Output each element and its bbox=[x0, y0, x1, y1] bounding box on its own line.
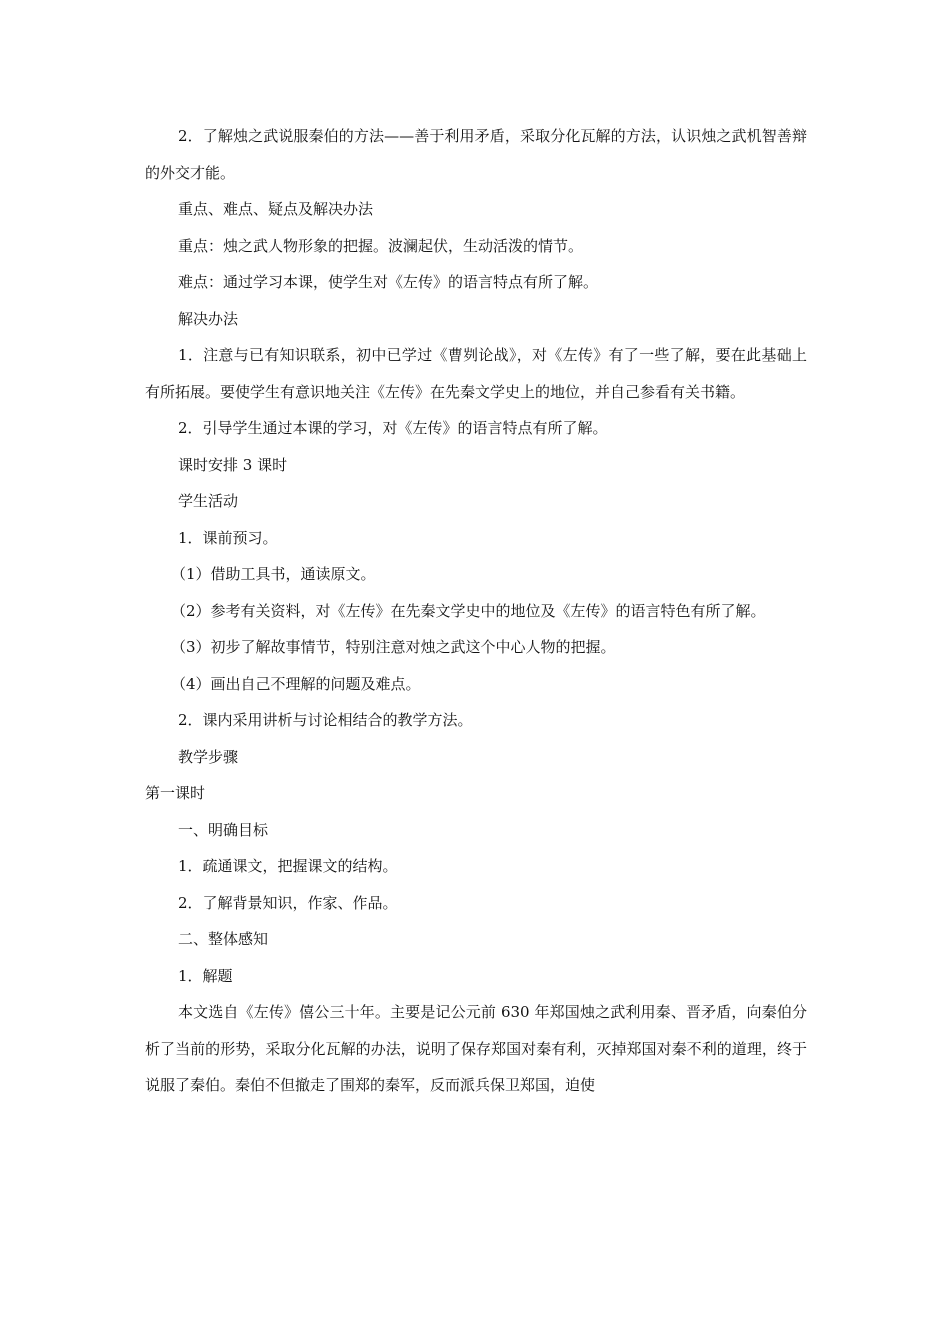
paragraph-solution-2: 2．引导学生通过本课的学习，对《左传》的语言特点有所了解。 bbox=[178, 419, 608, 437]
paragraph-difficulty: 难点：通过学习本课，使学生对《左传》的语言特点有所了解。 bbox=[178, 273, 599, 291]
paragraph-preview: 1．课前预习。 bbox=[178, 528, 278, 547]
paragraph-source: 本文选自《左传》僖公三十年。主要是记公元前 630 年郑国烛之武利用秦、晋矛盾，向秦伯分析了当前的形势，采取分化瓦解的办法，说明了保存郑国对秦有利，灭掉郑国对秦不利的道理，终于说服了秦伯。秦伯不但撤走了围郑的秦军，反而派兵保卫郑国，迫使 bbox=[145, 1003, 807, 1094]
paragraph-key-point: 重点：烛之武人物形象的把握。波澜起伏，生动活泼的情节。 bbox=[178, 236, 584, 255]
paragraph-goal-a: 1．疏通课文，把握课文的结构。 bbox=[178, 857, 398, 875]
heading-overall-perception: 二、整体感知 bbox=[178, 930, 269, 948]
paragraph-goal-b: 2．了解背景知识，作家、作品。 bbox=[178, 893, 398, 912]
document-body bbox=[145, 118, 807, 1104]
heading-clear-goals: 一、明确目标 bbox=[178, 820, 269, 839]
paragraph-preview-1: （1）借助工具书，通读原文。 bbox=[171, 565, 376, 583]
heading-key-points: 重点、难点、疑点及解决办法 bbox=[178, 200, 374, 218]
heading-title-explanation: 1．解题 bbox=[178, 966, 233, 985]
paragraph-solution-1: 1．注意与已有知识联系，初中已学过《曹刿论战》，对《左传》有了一些了解，要在此基础上有所拓展。要使学生有意识地关注《左传》在先秦文学史上的地位，并自己参看有关书籍。 bbox=[145, 346, 807, 401]
paragraph-preview-4: （4）画出自己不理解的问题及难点。 bbox=[171, 674, 421, 693]
paragraph-schedule: 课时安排 3 课时 bbox=[178, 455, 288, 474]
heading-teaching-steps: 教学步骤 bbox=[178, 747, 239, 766]
heading-student-activities: 学生活动 bbox=[178, 492, 239, 510]
paragraph-method: 2．课内采用讲析与讨论相结合的教学方法。 bbox=[178, 711, 473, 729]
heading-first-lesson: 第一课时 bbox=[145, 784, 206, 802]
heading-solutions: 解决办法 bbox=[178, 309, 239, 328]
paragraph-preview-3: （3）初步了解故事情节，特别注意对烛之武这个中心人物的把握。 bbox=[171, 638, 616, 656]
paragraph-preview-2: （2）参考有关资料，对《左传》在先秦文学史中的地位及《左传》的语言特色有所了解。 bbox=[171, 601, 766, 620]
paragraph-goal-2: 2．了解烛之武说服秦伯的方法——善于利用矛盾，采取分化瓦解的方法，认识烛之武机智善辩的外交才能。 bbox=[145, 127, 807, 182]
